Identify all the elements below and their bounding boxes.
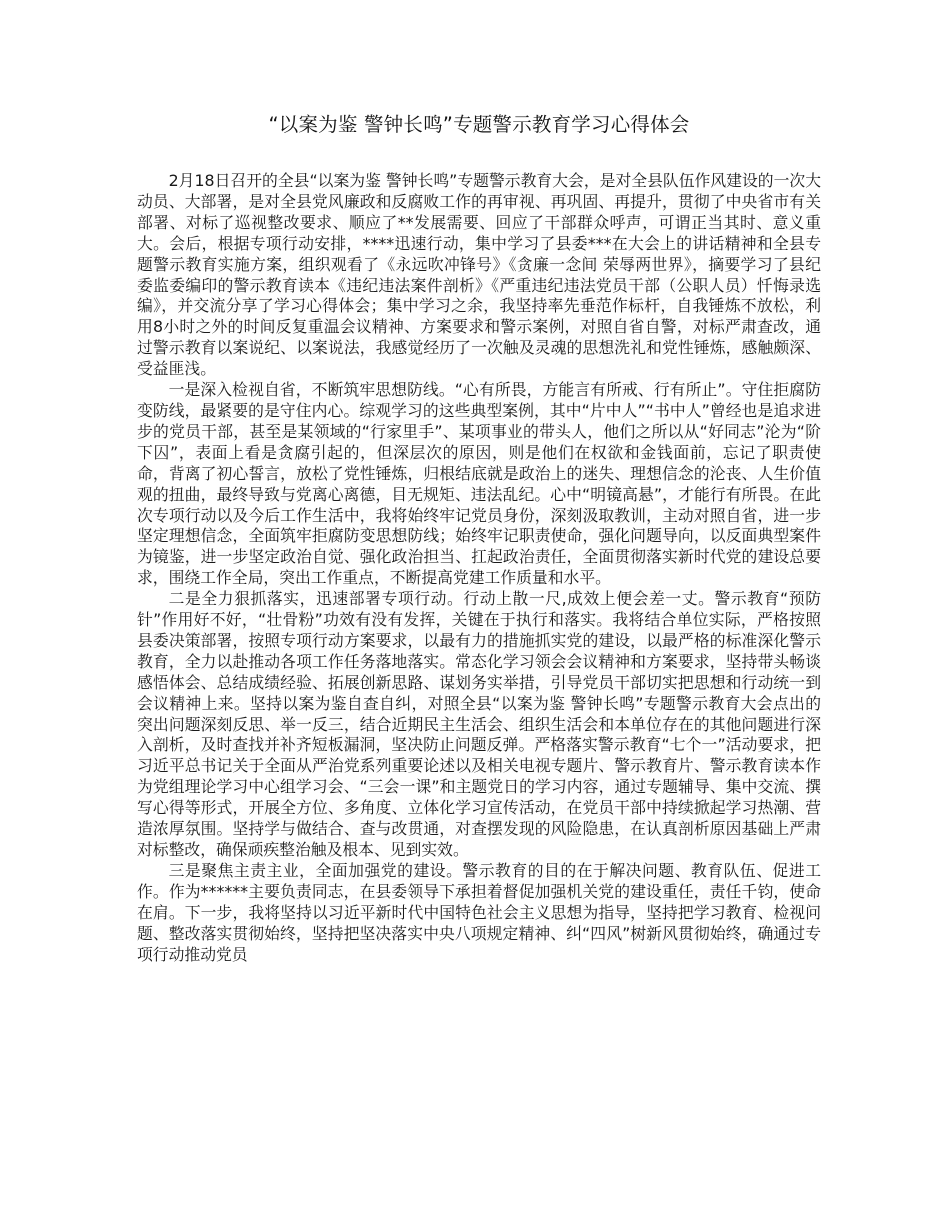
document-page [137,110,821,965]
paragraph-point-one: 一是深入检视自省，不断筑牢思想防线。“心有所畏，方能言有所戒、行有所止”。守住拒腐防变防线，最紧要的是守住内心。综观学习的这些典型案例，其中“片中人”“书中人”曾经也是追求进步的党员干部，甚至是某领域的“行家里手”、某项事业的带头人，他们之所以从“好同志”沦为“阶下囚”，表面上看是贪腐引起的，但深层次的原因，则是他们在权欲和金钱面前，忘记了职责使命，背离了初心誓言，放松了党性锤炼，归根结底就是政治上的迷失、理想信念的沦丧、人生价值观的扭曲，最终导致与党离心离德，目无规矩、违法乱纪。心中“明镜高悬”，才能行有所畏。在此次专项行动以及今后工作生活中，我将始终牢记党员身份，深刻汲取教训，主动对照自省，进一步坚定理想信念，全面筑牢拒腐防变思想防线；始终牢记职责使命，强化问题导向，以反面典型案件为镜鉴，进一步坚定政治自觉、强化政治担当、扛起政治责任，全面贯彻落实新时代党的建设总要求，围绕工作全局，突出工作重点，不断提高党建工作质量和水平。 [137,380,821,588]
paragraph-point-two: 二是全力狠抓落实，迅速部署专项行动。行动上散一尺,成效上便会差一丈。警示教育“预防针”作用好不好，“壮骨粉”功效有没有发挥，关键在于执行和落实。我将结合单位实际，严格按照县委决策部署，按照专项行动方案要求，以最有力的措施抓实党的建设，以最严格的标准深化警示教育，全力以赴推动各项工作任务落地落实。常态化学习领会会议精神和方案要求，坚持带头畅谈感悟体会、总结成绩经验、拓展创新思路、谋划务实举措，引导党员干部切实把思想和行动统一到会议精神上来。坚持以案为鉴自查自纠，对照全县“以案为鉴 警钟长鸣”专题警示教育大会点出的突出问题深刻反思、举一反三，结合近期民主生活会、组织生活会和本单位存在的其他问题进行深入剖析，及时查找并补齐短板漏洞，坚决防止问题反弹。严格落实警示教育“七个一”活动要求，把习近平总书记关于全面从严治党系列重要论述以及相关电视专题片、警示教育片、警示教育读本作为党组理论学习中心组学习会、“三会一课”和主题党日的学习内容，通过专题辅导、集中交流、撰写心得等形式，开展全方位、多角度、立体化学习宣传活动，在党员干部中持续掀起学习热潮、营造浓厚氛围。坚持学与做结合、查与改贯通，对查摆发现的风险隐患，在认真剖析原因基础上严肃对标整改，确保顽疾整治触及根本、见到实效。 [137,589,821,859]
document-title: “以案为鉴 警钟长鸣”专题警示教育学习心得体会 [268,113,690,136]
paragraph-point-three: 三是聚焦主责主业，全面加强党的建设。警示教育的目的在于解决问题、教育队伍、促进工作。作为******主要负责同志，在县委领导下承担着督促加强机关党的建设重任，责任千钧，使命在肩。下一步，我将坚持以习近平新时代中国特色社会主义思想为指导，坚持把学习教育、检视问题、整改落实贯彻始终，坚持把坚决落实中央八项规定精神、纠“四风”树新风贯彻始终，确通过专项行动推动党员 [137,860,821,964]
paragraph-intro: 2月18日召开的全县“以案为鉴 警钟长鸣”专题警示教育大会，是对全县队伍作风建设的一次大动员、大部署，是对全县党风廉政和反腐败工作的再审视、再巩固、再提升，贯彻了中央省市有关部署、对标了巡视整改要求、顺应了**发展需要、回应了干部群众呼声，可谓正当其时、意义重大。会后，根据专项行动安排，****迅速行动，集中学习了县委***在大会上的讲话精神和全县专题警示教育实施方案，组织观看了《永远吹冲锋号》《贪廉一念间 荣辱两世界》，摘要学习了县纪委监委编印的警示教育读本《违纪违法案件剖析》《严重违纪违法党员干部（公职人员）忏悔录选编》，并交流分享了学习心得体会；集中学习之余，我坚持率先垂范作标杆，自我锤炼不放松，利用8小时之外的时间反复重温会议精神、方案要求和警示案例，对照自省自警，对标严肃查改，通过警示教育以案说纪、以案说法，我感觉经历了一次触及灵魂的思想洗礼和党性锤炼，感触颇深、受益匪浅。 [137,171,821,379]
